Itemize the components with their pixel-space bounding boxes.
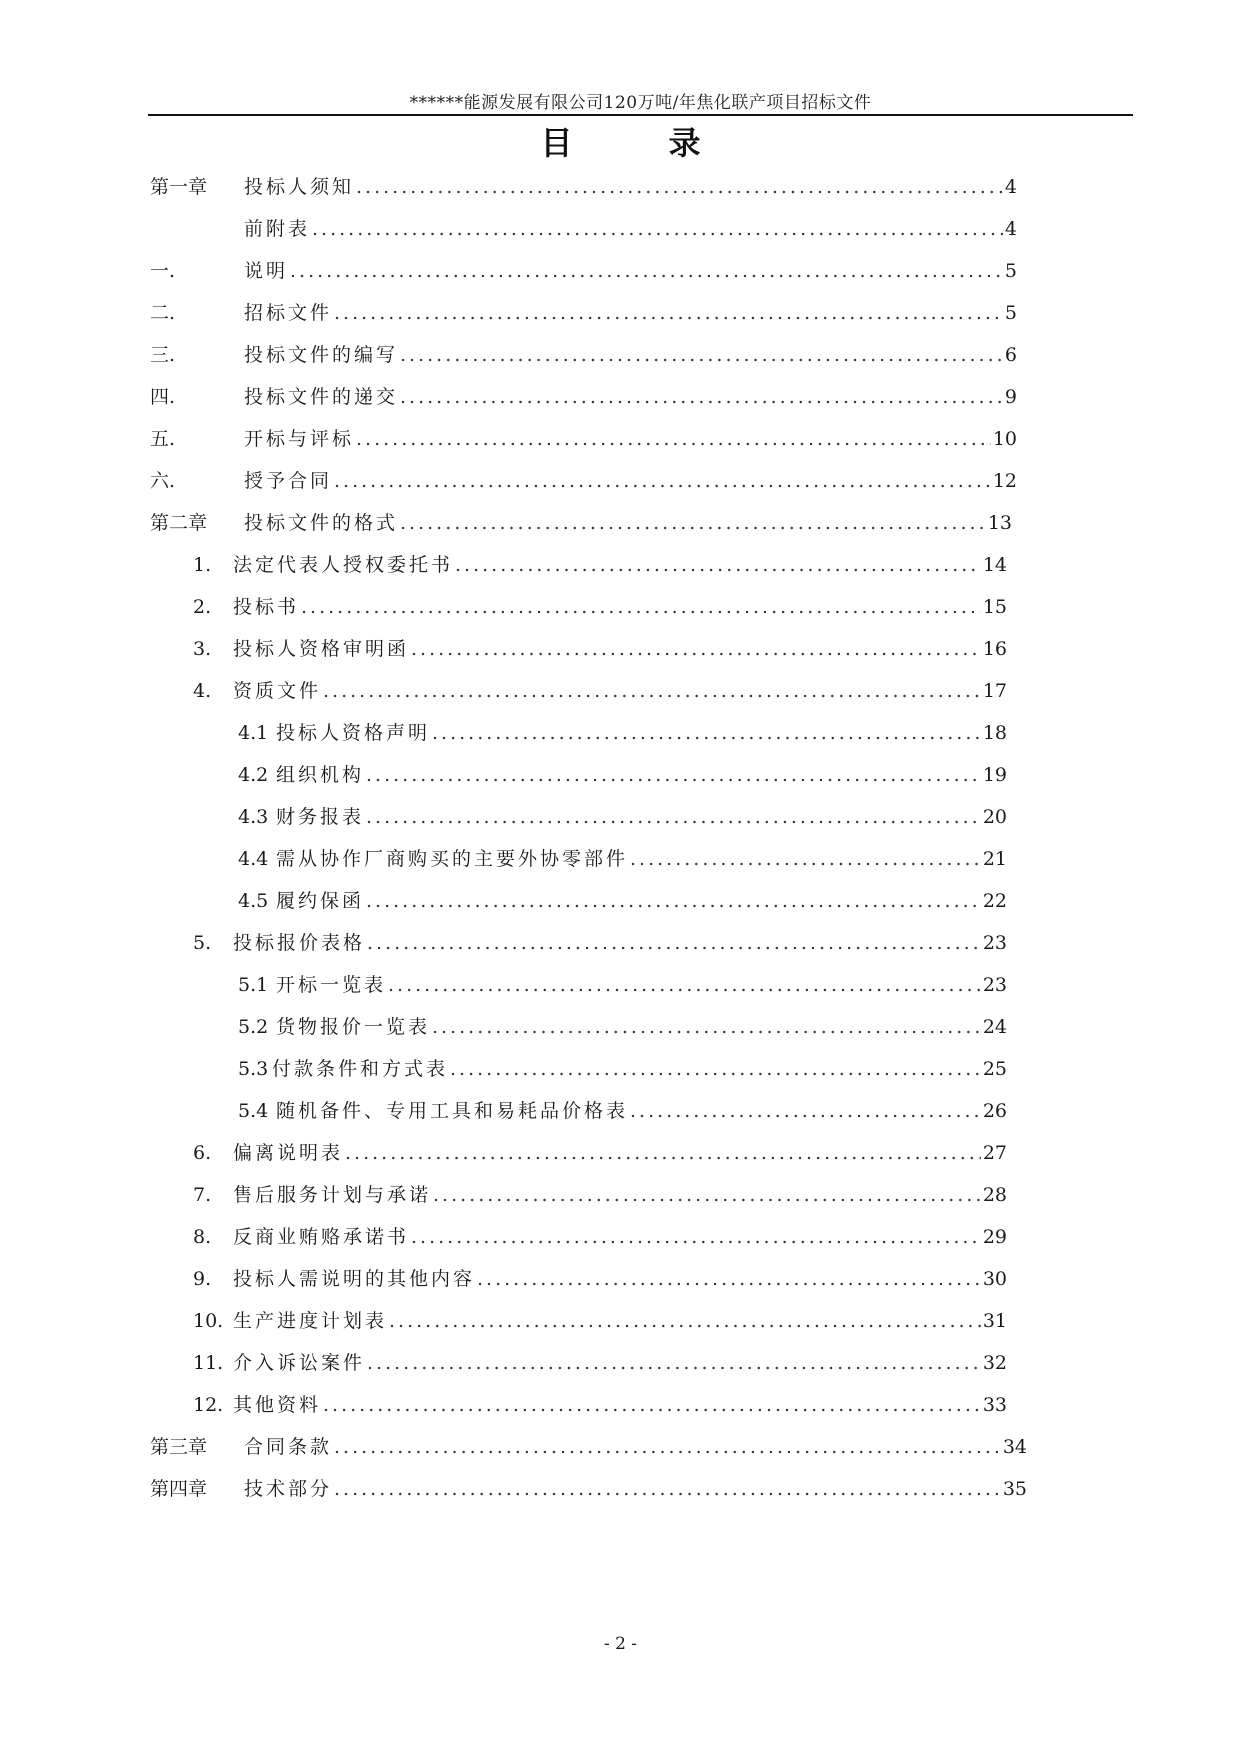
toc-entry-page: 10 (992, 428, 1017, 450)
toc-entry (150, 256, 1017, 286)
toc-entry-number: 二. (150, 302, 176, 324)
toc-entry (238, 970, 1007, 1000)
dot-leader (389, 1306, 981, 1336)
toc-entry (150, 508, 1012, 538)
toc-entry-page: 17 (982, 680, 1007, 702)
toc-entry-page: 23 (982, 974, 1007, 996)
toc-entry-title: 资质文件 (233, 680, 322, 702)
dot-leader (334, 1432, 1001, 1462)
toc-entry-number: 9. (193, 1268, 212, 1290)
toc-entry (150, 1474, 1027, 1504)
dot-leader (334, 1474, 1001, 1504)
toc-entry-number: 4.4 (238, 848, 269, 870)
toc-entry-page: 12 (992, 470, 1017, 492)
toc-entry (150, 382, 1017, 412)
toc-entry-title: 投标人资格声明 (276, 722, 431, 744)
toc-entry-number: 五. (150, 428, 176, 450)
toc-entry-page: 28 (982, 1184, 1007, 1206)
dot-leader (301, 592, 981, 622)
toc-entry (238, 802, 1007, 832)
toc-entry-page: 22 (982, 890, 1007, 912)
toc-entry-page: 9 (1004, 386, 1017, 408)
dot-leader (432, 1012, 981, 1042)
toc-entry-number: 11. (193, 1352, 224, 1374)
dot-leader (290, 256, 1003, 286)
toc-entry (193, 592, 1007, 622)
dot-leader (411, 634, 981, 664)
toc-entry-title: 随机备件、专用工具和易耗品价格表 (276, 1100, 629, 1122)
toc-entry-number: 第一章 (150, 176, 208, 198)
toc-entry-number: 六. (150, 470, 176, 492)
toc-entry-number: 10. (193, 1310, 224, 1332)
toc-entry-number: 5.1 (238, 974, 269, 996)
toc-entry-number: 4.5 (238, 890, 269, 912)
toc-entry (193, 1348, 1007, 1378)
toc-entry-page: 19 (982, 764, 1007, 786)
toc-entry-title: 投标报价表格 (233, 932, 366, 954)
toc-entry (193, 1138, 1007, 1168)
toc-entry-page: 21 (982, 848, 1007, 870)
dot-leader (367, 1348, 981, 1378)
toc-entry (238, 1012, 1007, 1042)
toc-entry (150, 340, 1017, 370)
toc-entry-number: 第二章 (150, 512, 208, 534)
toc-entry-number: 7. (193, 1184, 212, 1206)
toc-entry-title: 投标人须知 (244, 176, 355, 198)
toc-entry-title: 履约保函 (276, 890, 365, 912)
toc-entry-title: 说明 (244, 260, 289, 282)
dot-leader (630, 844, 981, 874)
dot-leader (323, 676, 981, 706)
toc-entry-page: 26 (982, 1100, 1007, 1122)
toc-entry (193, 1306, 1007, 1336)
toc-entry-number: 12. (193, 1394, 224, 1416)
toc-entry-page: 32 (982, 1352, 1007, 1374)
dot-leader (334, 298, 1003, 328)
toc-entry-page: 23 (982, 932, 1007, 954)
toc-entry (238, 886, 1007, 916)
toc-entry-title: 合同条款 (244, 1436, 333, 1458)
toc-entry-number: 4.2 (238, 764, 269, 786)
toc-entry-number: 三. (150, 344, 176, 366)
dot-leader (411, 1222, 981, 1252)
dot-leader (366, 760, 981, 790)
page-number: - 2 - (603, 1634, 638, 1654)
toc-entry (150, 172, 1017, 202)
dot-leader (400, 382, 1003, 412)
toc-entry-title: 售后服务计划与承诺 (233, 1184, 432, 1206)
toc-entry-title: 技术部分 (244, 1478, 333, 1500)
header-rule (148, 114, 1133, 116)
toc-entry (193, 928, 1007, 958)
toc-entry-page: 35 (1002, 1478, 1027, 1500)
toc-entry-title: 投标人需说明的其他内容 (233, 1268, 476, 1290)
toc-entry-page: 24 (982, 1016, 1007, 1038)
toc-entry-title: 其他资料 (233, 1394, 322, 1416)
toc-entry (193, 1222, 1007, 1252)
toc-entry-title: 开标一览表 (276, 974, 387, 996)
toc-entry (150, 424, 1017, 454)
dot-leader (366, 802, 981, 832)
dot-leader (455, 550, 981, 580)
toc-entry-number: 一. (150, 260, 176, 282)
toc-entry-page: 30 (982, 1268, 1007, 1290)
toc-title: 目 录 (540, 124, 701, 162)
running-header: ******能源发展有限公司120万吨/年焦化联产项目招标文件 (409, 93, 872, 113)
toc-entry (238, 1054, 1007, 1084)
toc-entry-number: 4. (193, 680, 212, 702)
toc-entry-number: 5.4 (238, 1100, 269, 1122)
toc-entry-title: 反商业贿赂承诺书 (233, 1226, 410, 1248)
toc-entry-page: 4 (1004, 176, 1017, 198)
toc-entry (193, 1390, 1007, 1420)
dot-leader (630, 1096, 981, 1126)
toc-entry-page: 15 (982, 596, 1007, 618)
dot-leader (356, 424, 991, 454)
toc-entry-title: 偏离说明表 (233, 1142, 344, 1164)
dot-leader (400, 508, 986, 538)
toc-entry-page: 14 (982, 554, 1007, 576)
toc-entry-page: 33 (982, 1394, 1007, 1416)
toc-entry-page: 6 (1004, 344, 1017, 366)
toc-entry-page: 16 (982, 638, 1007, 660)
toc-entry-title: 投标人资格审明函 (233, 638, 410, 660)
dot-leader (433, 1180, 981, 1210)
dot-leader (450, 1054, 981, 1084)
toc-entry-number: 第三章 (150, 1436, 208, 1458)
toc-entry (238, 844, 1007, 874)
dot-leader (477, 1264, 981, 1294)
dot-leader (388, 970, 981, 1000)
toc-entry-title: 投标文件的编写 (244, 344, 399, 366)
toc-entry-title: 货物报价一览表 (276, 1016, 431, 1038)
toc-entry-number: 四. (150, 386, 176, 408)
toc-entry (193, 634, 1007, 664)
toc-entry-page: 4 (1004, 218, 1017, 240)
toc-entry (193, 1264, 1007, 1294)
toc-entry-title: 介入诉讼案件 (233, 1352, 366, 1374)
toc-entry-number: 5.3 (238, 1058, 269, 1080)
toc-entry (193, 676, 1007, 706)
dot-leader (356, 172, 1003, 202)
toc-entry-number: 6. (193, 1142, 212, 1164)
toc-entry-number: 3. (193, 638, 212, 660)
toc-entry-page: 25 (982, 1058, 1007, 1080)
dot-leader (345, 1138, 981, 1168)
dot-leader (366, 886, 981, 916)
toc-entry (238, 1096, 1007, 1126)
toc-entry-number: 第四章 (150, 1478, 208, 1500)
toc-entry-page: 29 (982, 1226, 1007, 1248)
toc-entry (238, 718, 1007, 748)
toc-entry-title: 付款条件和方式表 (272, 1058, 449, 1080)
toc-entry (193, 550, 1007, 580)
toc-entry (238, 760, 1007, 790)
toc-entry-title: 组织机构 (276, 764, 365, 786)
toc-entry (193, 1180, 1007, 1210)
toc-entry-title: 生产进度计划表 (233, 1310, 388, 1332)
toc-entry-number: 8. (193, 1226, 212, 1248)
toc-entry-title: 授予合同 (244, 470, 333, 492)
toc-entry-title: 开标与评标 (244, 428, 355, 450)
toc-entry-number: 4.3 (238, 806, 269, 828)
toc-entry-number: 4.1 (238, 722, 269, 744)
toc-entry-title: 招标文件 (244, 302, 333, 324)
dot-leader (400, 340, 1003, 370)
toc-entry-page: 18 (982, 722, 1007, 744)
toc-entry-title: 投标文件的格式 (244, 512, 399, 534)
toc-entry (150, 298, 1017, 328)
toc-entry-page: 34 (1002, 1436, 1027, 1458)
toc-entry-number: 5.2 (238, 1016, 269, 1038)
toc-entry (150, 1432, 1027, 1462)
toc-entry-title: 投标文件的递交 (244, 386, 399, 408)
dot-leader (312, 214, 1003, 244)
toc-entry-title: 前附表 (244, 218, 311, 240)
toc-entry-page: 31 (982, 1310, 1007, 1332)
toc-entry-page: 5 (1004, 302, 1017, 324)
toc-entry-page: 20 (982, 806, 1007, 828)
toc-entry-title: 法定代表人授权委托书 (233, 554, 454, 576)
toc-entry-page: 5 (1004, 260, 1017, 282)
dot-leader (334, 466, 991, 496)
toc-entry-number: 2. (193, 596, 212, 618)
toc-entry (150, 214, 1017, 244)
dot-leader (367, 928, 981, 958)
dot-leader (323, 1390, 981, 1420)
toc-entry-title: 投标书 (233, 596, 300, 618)
toc-entry-title: 财务报表 (276, 806, 365, 828)
toc-entry (150, 466, 1017, 496)
dot-leader (432, 718, 981, 748)
toc-entry-page: 13 (987, 512, 1012, 534)
toc-entry-number: 5. (193, 932, 212, 954)
toc-entry-title: 需从协作厂商购买的主要外协零部件 (276, 848, 629, 870)
toc-entry-number: 1. (193, 554, 212, 576)
toc-entry-page: 27 (982, 1142, 1007, 1164)
